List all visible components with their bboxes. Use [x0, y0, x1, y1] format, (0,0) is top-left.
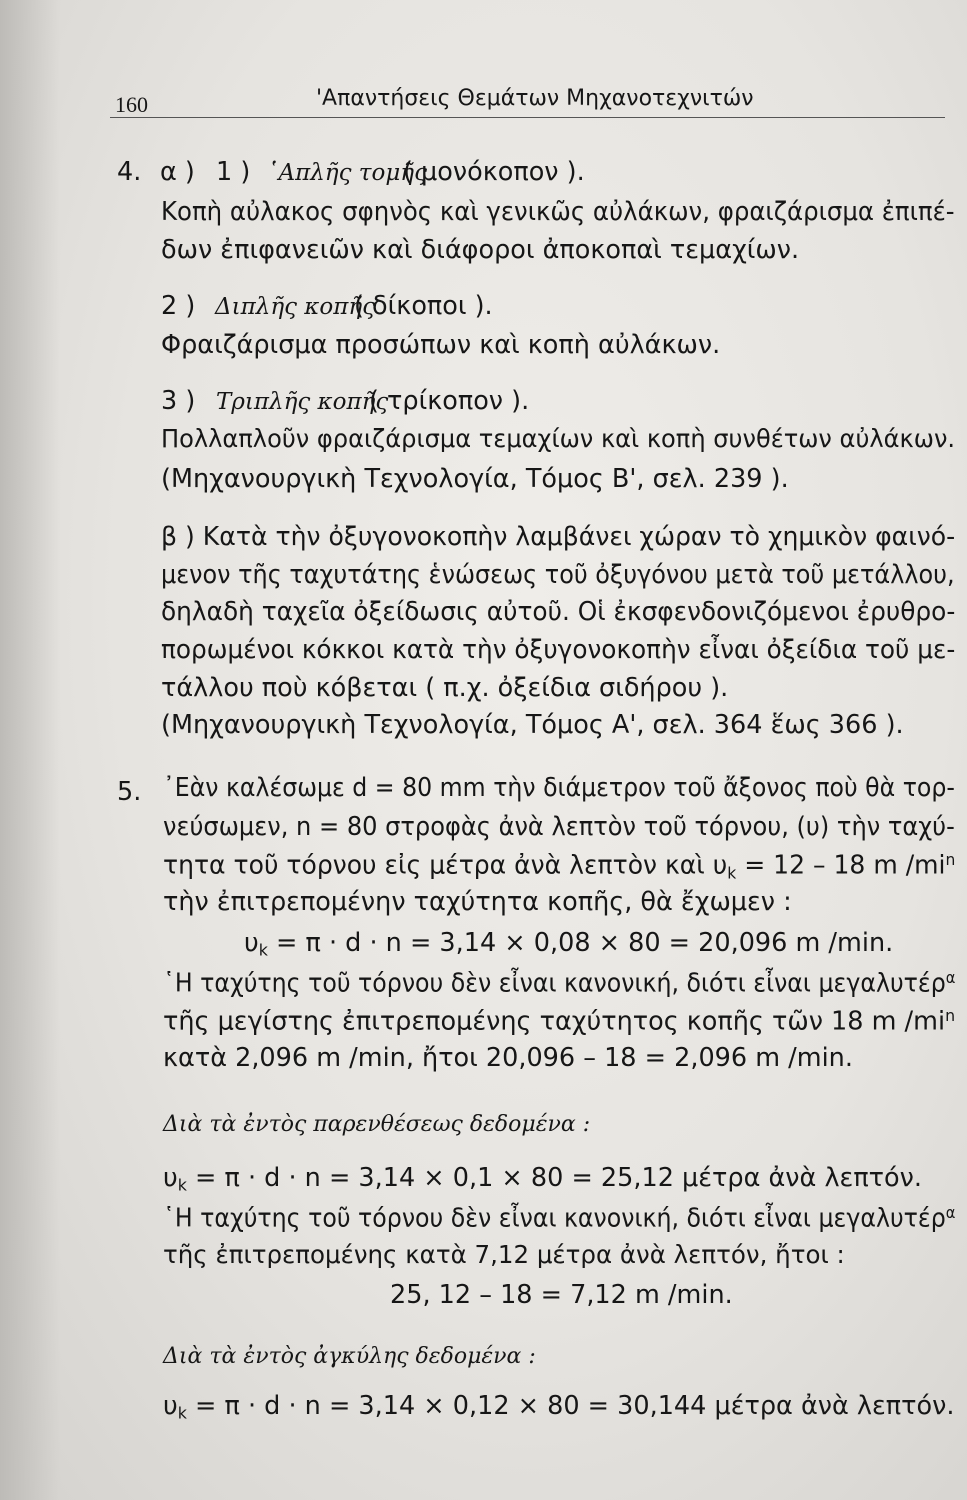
q5-equation-1: [244, 928, 894, 960]
q5-line-6-tail: n: [945, 1006, 956, 1025]
q5-eq4-subscript: k: [177, 1403, 187, 1423]
q5-line-3-tail: n: [945, 850, 956, 869]
q4-ref-a: (Μηχανουργικὴ Τεχνολογία, Τόμος Β', σελ. 239 ).: [161, 464, 789, 494]
q5-line-1: ᾿Εὰν καλέσωμε d = 80 mm τὴν διάμετρον τοῦ ἄξονος ποὺ θὰ τορ-: [163, 773, 955, 803]
q5-line-9: τῆς ἐπιτρεπομένης κατὰ 7,12 μέτρα ἀνὰ λεπτόν, ἤτοι :: [163, 1240, 845, 1269]
q5-line-8-main: ῾Η ταχύτης τοῦ τόρνου δὲν εἶναι κανονική, διότι εἶναι μεγαλυτέρ: [163, 1203, 946, 1234]
q5-eq2-subscript: k: [177, 1175, 187, 1195]
q4-number: 4.: [117, 157, 142, 187]
q4-item1-text-1: Κοπὴ αὐλακος σφηνὸς καὶ γενικῶς αὐλάκων, φραιζάρισμα ἐπιπέ-: [161, 197, 955, 227]
q4-item1-text-2: δων ἐπιφανειῶν καὶ διάφοροι ἀποκοπαὶ τεμαχίων.: [161, 235, 800, 265]
q5-line-3-rest: = 12 – 18 m /mi: [736, 850, 946, 881]
q5-line-5-tail: α: [945, 968, 956, 987]
q4-b-line-1: β ) Κατὰ τὴν ὀξυγονοκοπὴν λαμβάνει χώραν τὸ χημικὸν φαινό-: [161, 522, 956, 552]
q5-eq4-rhs: = π · d · n = 3,14 × 0,12 × 80 = 30,144 μέτρα ἀνὰ λεπτόν.: [186, 1391, 955, 1421]
q5-equation-2: [163, 1163, 922, 1195]
q5-eq4-lhs: υ: [163, 1391, 178, 1421]
q4-item1-label: 1 ): [216, 157, 251, 187]
running-title: 'Απαντήσεις Θεμάτων Μηχανοτεχνιτών: [316, 86, 754, 111]
q5-line-6-main: τῆς μεγίστης ἐπιτρεπομένης ταχύτητος κοπῆς τῶν 18 m /mi: [163, 1006, 946, 1037]
q5-line-3: [163, 852, 955, 881]
q5-line-3-main: τητα τοῦ τόρνου εἰς μέτρα ἀνὰ λεπτὸν καὶ υ: [163, 850, 728, 881]
page-number: 160: [115, 92, 148, 117]
q4-a-label: α ): [160, 157, 195, 187]
q4-item2-title: Διπλῆς κοπῆς: [215, 294, 376, 320]
q4-b-line-4: πορωμένοι κόκκοι κατὰ τὴν ὀξυγονοκοπὴν εἶναι ὀξείδια τοῦ με-: [161, 635, 956, 665]
q5-eq1-rhs: = π · d · n = 3,14 × 0,08 × 80 = 20,096 m /min.: [267, 928, 894, 958]
q5-paren-heading: Διὰ τὰ ἐντὸς παρενθέσεως δεδομένα :: [163, 1112, 591, 1137]
header-rule: [110, 117, 945, 118]
q5-line-8: [163, 1205, 955, 1232]
q5-line-4: τὴν ἐπιτρεπομένην ταχύτητα κοπῆς, θὰ ἔχωμεν :: [163, 887, 792, 917]
q4-b-line-2: μενον τῆς ταχυτάτης ἑνώσεως τοῦ ὀξυγόνου μετὰ τοῦ μετάλλου,: [161, 560, 955, 590]
q5-eq2-rhs: = π · d · n = 3,14 × 0,1 × 80 = 25,12 μέτρα ἀνὰ λεπτόν.: [186, 1163, 922, 1193]
q5-line-2: νεύσωμεν, n = 80 στροφὰς ἀνὰ λεπτὸν τοῦ τόρνου, (υ) τὴν ταχύ-: [163, 812, 955, 842]
q5-line-6: [163, 1008, 955, 1035]
q4-b-line-3: δηλαδὴ ταχεῖα ὀξείδωσις αὐτοῦ. Οἱ ἐκσφενδονιζόμενοι ἐρυθρο-: [161, 597, 956, 627]
q5-number: 5.: [117, 777, 142, 807]
q4-item3-label: 3 ): [161, 386, 196, 416]
q4-item2-label: 2 ): [161, 291, 196, 321]
q4-item2-text: Φραιζάρισμα προσώπων καὶ κοπὴ αὐλάκων.: [161, 330, 721, 360]
q4-item1-paren: ( μονόκοπον ).: [403, 157, 585, 187]
q4-item3-text: Πολλαπλοῦν φραιζάρισμα τεμαχίων καὶ κοπὴ συνθέτων αὐλάκων.: [161, 424, 956, 453]
q5-line-7: κατὰ 2,096 m /min, ἤτοι 20,096 – 18 = 2,096 m /min.: [163, 1043, 853, 1073]
q5-line-8-tail: α: [945, 1203, 956, 1222]
q4-item1-title: ῾Απλῆς τομῆς: [267, 160, 427, 186]
q5-equation-3: 25, 12 – 18 = 7,12 m /min.: [390, 1280, 733, 1310]
q5-line-5-main: ῾Η ταχύτης τοῦ τόρνου δὲν εἶναι κανονική, διότι εἶναι μεγαλυτέρ: [163, 968, 946, 999]
page-gutter-shadow: [0, 0, 60, 1500]
q4-b-line-5: τάλλου ποὺ κόβεται ( π.χ. ὀξείδια σιδήρου ).: [161, 673, 729, 703]
q5-bracket-heading: Διὰ τὰ ἐντὸς ἀγκύλης δεδομένα :: [163, 1344, 536, 1369]
q5-equation-4: [163, 1391, 955, 1423]
q4-item3-paren: ( τρίκοπον ).: [369, 386, 530, 416]
q4-item2-paren: ( δίκοποι ).: [354, 291, 493, 321]
q5-line-5: [163, 970, 955, 997]
q4-item3-title: Τριπλῆς κοπῆς: [216, 389, 389, 415]
q5-eq2-lhs: υ: [163, 1163, 178, 1193]
q5-eq1-lhs: υ: [244, 928, 259, 958]
q5-eq1-subscript: k: [258, 940, 268, 960]
q4-ref-b: (Μηχανουργικὴ Τεχνολογία, Τόμος Α', σελ. 364 ἕως 366 ).: [161, 710, 904, 740]
q5-line-3-subscript: k: [727, 863, 737, 883]
